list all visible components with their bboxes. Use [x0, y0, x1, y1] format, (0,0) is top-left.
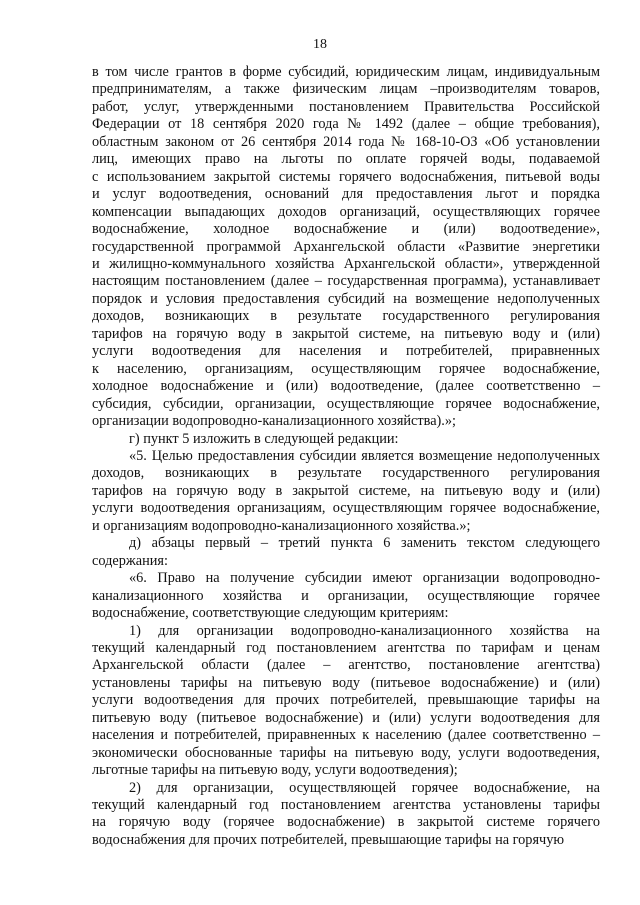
text-line: д) абзацы первый – третий пункта 6 заменить текстом следующего	[129, 535, 600, 552]
page-number: 18	[313, 37, 327, 52]
document-body	[92, 64, 600, 849]
paragraph	[92, 780, 600, 850]
text-line: Федерации от 18 сентября 2020 года № 1492 (далее – общие требования),	[92, 116, 600, 133]
text-line: государственной программой Архангельской области «Развитие энергетики	[92, 238, 600, 255]
text-line: лиц, имеющих право на льготы по оплате горячей воды, подаваемой	[92, 151, 600, 168]
text-line: водоснабжение, холодное водоснабжение и (или) водоотведение»,	[92, 221, 600, 238]
text-line: Архангельской области (далее – агентство, постановление агентства)	[92, 657, 600, 674]
text-line: порядок и условия предоставления субсидий на возмещение недополученных	[92, 290, 600, 307]
paragraph	[92, 623, 600, 780]
text-line: канализационного хозяйства и организации, осуществляющие горячее	[92, 587, 600, 604]
text-line: компенсации выпадающих доходов организаций, осуществляющих горячее	[92, 203, 600, 220]
text-line: тарифов на горячую воду в закрытой системе, на питьевую воду и (или)	[92, 482, 600, 499]
text-line: г) пункт 5 изложить в следующей редакции:	[129, 430, 399, 447]
text-line: «6. Право на получение субсидии имеют организации водопроводно-	[129, 570, 600, 587]
text-line: и организациям водопроводно-канализационного хозяйства.»;	[92, 517, 471, 534]
paragraph	[92, 535, 600, 570]
text-line: 2) для организации, осуществляющей горячее водоснабжение, на	[129, 779, 600, 796]
text-line: настоящим постановлением (далее – государственная программа), устанавливает	[92, 273, 600, 290]
text-line: услуги водоотведения организациям, осуществляющим горячее водоснабжение,	[92, 500, 600, 517]
text-line: услуги водоотведения для прочих потребителей, превышающие тарифы на	[92, 692, 600, 709]
text-line: и жилищно-коммунального хозяйства Архангельской области», утвержденной	[92, 255, 600, 272]
text-line: водоснабжения для прочих потребителей, превышающие тарифы на горячую	[92, 831, 565, 848]
text-line: льготные тарифы на питьевую воду, услуги водоотведения);	[92, 762, 458, 779]
text-line: в том числе грантов в форме субсидий, юридическим лицам, индивидуальным	[92, 64, 600, 80]
text-line: работ, услуг, утвержденными постановлением Правительства Российской	[92, 98, 600, 115]
text-line: доходов, возникающих в результате государственного регулирования	[92, 308, 600, 325]
text-line: к населению, организациям, осуществляющим горячее водоснабжение,	[92, 360, 600, 377]
text-line: с использованием закрытой системы горячего водоснабжения, питьевой воды	[92, 168, 600, 185]
text-line: экономически обоснованные тарифы на питьевую воду, услуги водоотведения,	[92, 744, 600, 761]
text-line: субсидия, субсидии, организации, осуществляющие горячее водоснабжение,	[92, 395, 600, 412]
text-line: областным законом от 26 сентября 2014 года № 168-10-ОЗ «Об установлении	[92, 133, 600, 150]
text-line: на горячую воду (горячее водоснабжение) в закрытой системе горячего	[92, 814, 600, 831]
text-line: организации водопроводно-канализационного хозяйства).»;	[92, 413, 457, 430]
text-line: услуги водоотведения для населения и потребителей, приравненных	[92, 343, 600, 360]
text-line: тарифов на горячую воду в закрытой системе, на питьевую воду и (или)	[92, 325, 600, 342]
text-line: установлены тарифы на питьевую воду (питьевое водоснабжение) и (или)	[92, 674, 600, 691]
text-line: холодное водоснабжение и (или) водоотведение, (далее соответственно –	[92, 378, 600, 395]
text-line: доходов, возникающих в результате государственного регулирования	[92, 465, 600, 482]
text-line: содержания:	[92, 552, 168, 569]
text-line: «5. Целью предоставления субсидии является возмещение недополученных	[129, 447, 600, 464]
paragraph	[92, 431, 600, 448]
text-line: 1) для организации водопроводно-канализационного хозяйства на	[129, 622, 600, 639]
text-line: населения и потребителей, приравненных к населению (далее соответственно –	[92, 727, 600, 744]
paragraph	[92, 570, 600, 622]
text-line: питьевую воду (питьевое водоснабжение) и (или) услуги водоотведения для	[92, 709, 600, 726]
text-line: предпринимателям, а также физическим лицам –производителям товаров,	[92, 81, 600, 98]
text-line: и услуг водоотведения, оснований для предоставления льгот и порядка	[92, 186, 600, 203]
text-line: текущий календарный год постановлением агентства по тарифам и ценам	[92, 639, 600, 656]
text-line: текущий календарный год постановлением агентства установлены тарифы	[92, 797, 600, 814]
paragraph	[92, 64, 600, 431]
paragraph	[92, 448, 600, 535]
text-line: водоснабжение, соответствующие следующим критериям:	[92, 605, 449, 622]
